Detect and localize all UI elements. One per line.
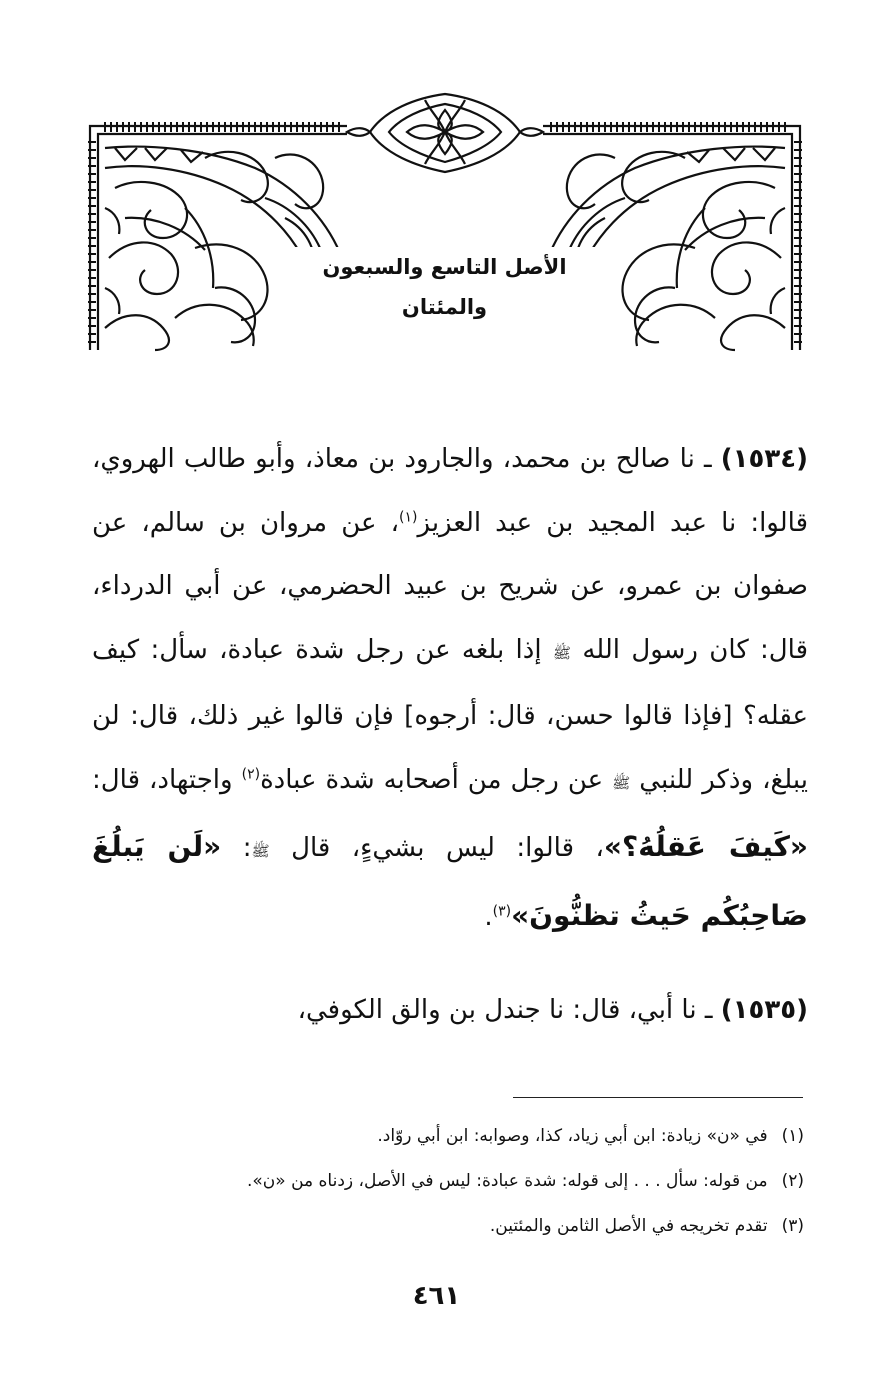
footnote-number: (٣): [781, 1216, 804, 1236]
text-segment: :: [221, 833, 252, 863]
text-segment: واجتهاد، قال:: [92, 764, 242, 795]
footnote-number: (٢): [781, 1171, 804, 1191]
text-segment: عن رجل من أصحابه شدة عبادة: [260, 764, 613, 795]
footnote-ref-2: (٢): [241, 765, 261, 782]
text-segment: ـ نا أبي، قال: نا جندل بن والق الكوفي،: [297, 995, 721, 1025]
footnote-number: (١): [781, 1126, 804, 1146]
page-number: ٤٦١: [412, 1281, 461, 1311]
hadith-1535: [92, 979, 808, 1043]
main-text: [92, 428, 808, 1043]
footnotes: [100, 1118, 804, 1253]
text-segment: ، قالوا: ليس بشيءٍ، قال: [269, 833, 604, 863]
hadith-number: (١٥٣٥): [720, 995, 808, 1025]
chapter-title: الأصل التاسع والسبعون والمئتان: [292, 247, 597, 287]
footnote-text: من قوله: سأل . . . إلى قوله: شدة عبادة: ليس في الأصل، زدناه من «ن».: [246, 1171, 768, 1191]
prophetic-quote: «لَن يَبلُغَ صَاحِبُكُم حَيثُ تظنُّونَ»: [92, 830, 808, 932]
text-segment: ، عن مروان بن سالم، عن صفوان بن عمرو، عن شريح بن عبيد الحضرمي، عن أبي الدرداء، قال: كان رسول الله: [92, 507, 809, 665]
hadith-1534: [92, 428, 808, 949]
hadith-number: (١٥٣٤): [720, 444, 808, 474]
text-segment: ـ نا صالح بن محمد، والجارود بن معاذ، وأبو طالب الهروي، قالوا: نا عبد المجيد بن عبد العزيز: [92, 444, 809, 538]
footnote-separator: [513, 1097, 803, 1098]
footnote-1: [100, 1118, 804, 1154]
salutation-glyph: ﷺ: [612, 773, 631, 792]
salutation-glyph: ﷺ: [552, 643, 572, 662]
prophetic-quote: «كَيفَ عَقلُهُ؟»: [603, 830, 809, 863]
salutation-glyph: ﷺ: [251, 842, 270, 860]
footnote-text: في «ن» زيادة: ابن أبي زياد، كذا، وصوابه: ابن أبي روّاد.: [377, 1126, 768, 1146]
footnote-ref-1: (١): [399, 508, 418, 525]
footnote-text: تقدم تخريجه في الأصل الثامن والمئتين.: [489, 1216, 768, 1236]
footnote-3: [100, 1208, 804, 1244]
footnote-2: [100, 1163, 804, 1199]
text-segment: .: [484, 901, 493, 932]
text-segment: إذا بلغه عن رجل شدة عبادة، سأل: كيف عقله؟ [فإذا قالوا حسن، قال: أرجوه] فإن قالوا غير ذلك، قال: لن يبلغ، وذكر للنبي: [92, 634, 808, 795]
footnote-ref-3: (٣): [492, 902, 512, 919]
